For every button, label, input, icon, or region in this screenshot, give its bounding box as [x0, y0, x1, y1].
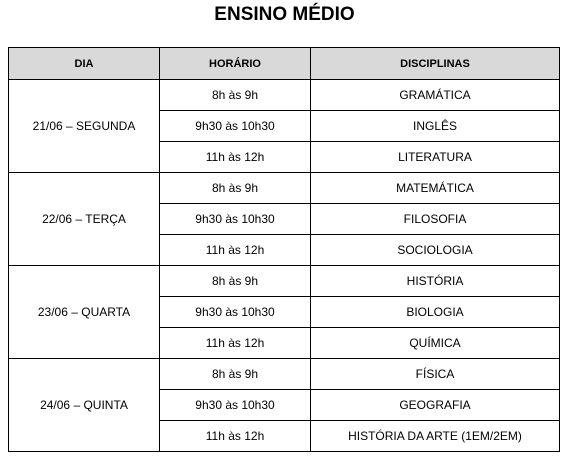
time-cell: 9h30 às 10h30: [160, 204, 311, 235]
time-cell: 8h às 9h: [160, 266, 311, 297]
time-cell: 9h30 às 10h30: [160, 111, 311, 142]
header-day: DIA: [9, 48, 160, 80]
day-cell: 23/06 – QUARTA: [9, 266, 160, 359]
subject-cell: LITERATURA: [311, 142, 560, 173]
day-cell: 22/06 – TERÇA: [9, 173, 160, 266]
table-row: [9, 173, 560, 204]
table-row: [9, 359, 560, 390]
subject-cell: GEOGRAFIA: [311, 390, 560, 421]
subject-cell: GRAMÁTICA: [311, 80, 560, 111]
time-cell: 11h às 12h: [160, 235, 311, 266]
subject-cell: MATEMÁTICA: [311, 173, 560, 204]
subject-cell: HISTÓRIA DA ARTE (1EM/2EM): [311, 421, 560, 452]
header-row: [9, 48, 560, 80]
table-row: [9, 80, 560, 111]
subject-cell: FÍSICA: [311, 359, 560, 390]
time-cell: 8h às 9h: [160, 359, 311, 390]
day-group-thursday: [9, 359, 560, 452]
time-cell: 8h às 9h: [160, 80, 311, 111]
day-group-wednesday: [9, 266, 560, 359]
time-cell: 8h às 9h: [160, 173, 311, 204]
subject-cell: FILOSOFIA: [311, 204, 560, 235]
subject-cell: INGLÊS: [311, 111, 560, 142]
time-cell: 9h30 às 10h30: [160, 297, 311, 328]
time-cell: 11h às 12h: [160, 328, 311, 359]
table-header: [9, 48, 560, 80]
subject-cell: BIOLOGIA: [311, 297, 560, 328]
header-time: HORÁRIO: [160, 48, 311, 80]
day-cell: 24/06 – QUINTA: [9, 359, 160, 452]
day-cell: 21/06 – SEGUNDA: [9, 80, 160, 173]
subject-cell: SOCIOLOGIA: [311, 235, 560, 266]
time-cell: 11h às 12h: [160, 142, 311, 173]
day-group-tuesday: [9, 173, 560, 266]
day-group-monday: [9, 80, 560, 173]
schedule-table: [8, 47, 560, 452]
page-title: ENSINO MÉDIO: [214, 4, 355, 25]
header-subjects: DISCIPLINAS: [311, 48, 560, 80]
subject-cell: QUÍMICA: [311, 328, 560, 359]
subject-cell: HISTÓRIA: [311, 266, 560, 297]
table-row: [9, 266, 560, 297]
time-cell: 11h às 12h: [160, 421, 311, 452]
time-cell: 9h30 às 10h30: [160, 390, 311, 421]
